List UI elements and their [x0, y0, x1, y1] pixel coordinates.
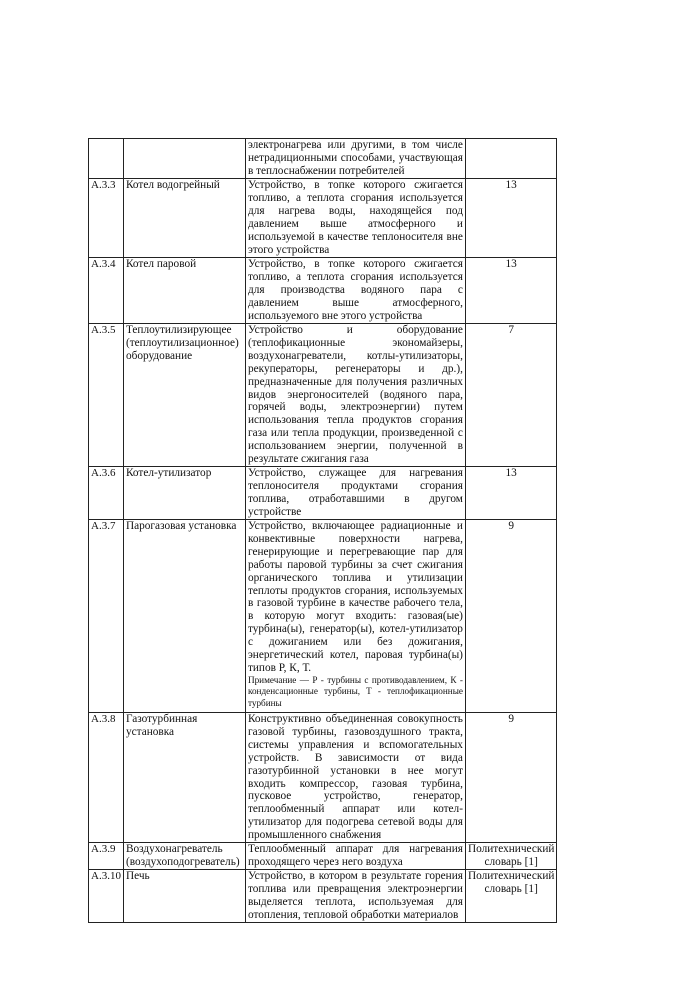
term-source: 13	[465, 258, 556, 324]
term-name: Котел паровой	[123, 258, 245, 324]
term-definition: Устройство, служащее для нагревания теплоносителя продуктами сгорания топлива, отработавшими в другом устройстве	[245, 467, 465, 520]
table-row	[89, 324, 557, 467]
term-number: А.3.4	[89, 258, 124, 324]
term-name	[123, 139, 245, 179]
table-row	[89, 870, 557, 923]
term-number: А.3.8	[89, 713, 124, 843]
term-definition: Устройство, в котором в результате горения топлива или превращения электроэнергии выделяется теплота, используемая для отопления, тепловой обработки материалов	[245, 870, 465, 923]
definition-text: Устройство, включающее радиационные и конвективные поверхности нагрева, генерирующие и перегревающие пар для работы паровой турбины за счет сжигания органического топлива и утилизации теплоты продуктов сгорания, используемых в газовой турбине в качестве рабочего тела, в которую могут входить: газовая(ые) турбина(ы), генератор(ы), котел-утилизатор с дожиганием или без дожигания, энергетический котел, паровая турбина(ы) типов Р, К, Т.	[247, 520, 463, 674]
term-source: 9	[465, 520, 556, 713]
term-source: Политехнический словарь [1]	[465, 870, 556, 923]
term-number	[89, 139, 124, 179]
term-definition: электронагрева или другими, в том числе нетрадиционными способами, участвующая в теплоснабжении потребителей	[245, 139, 465, 179]
term-number: А.3.5	[89, 324, 124, 467]
term-definition: Конструктивно объединенная совокупность газовой турбины, газовоздушного тракта, системы управления и вспомогательных устройств. В зависимости от вида газотурбинной установки в нее могут входить компрессор, газовая турбина, пусковое устройство, генератор, теплообменный аппарат или котел-утилизатор для подогрева сетевой воды для промышленного снабжения	[245, 713, 465, 843]
term-number: А.3.9	[89, 843, 124, 870]
term-name: Парогазовая установка	[123, 520, 245, 713]
term-definition: Устройство и оборудование (теплофикационные экономайзеры, воздухонагреватели, котлы-утилизаторы, рекуператоры, регенераторы и др.), предназначенные для получения различных видов энергоносителей (водяного пара, горячей воды, электроэнергии) путем использования тепла продуктов сгорания газа или тепла продукции, произведенной с использованием энергии, полученной в результате сжигания газа	[245, 324, 465, 467]
term-source: 9	[465, 713, 556, 843]
term-definition: Теплообменный аппарат для нагревания проходящего через него воздуха	[245, 843, 465, 870]
table-row	[89, 179, 557, 258]
table-row	[89, 467, 557, 520]
table-row	[89, 520, 557, 713]
term-number: А.3.7	[89, 520, 124, 713]
table-row	[89, 843, 557, 870]
term-source: 13	[465, 179, 556, 258]
table-row	[89, 713, 557, 843]
term-definition: Устройство, в топке которого сжигается топливо, а теплота сгорания используется для производства водяного пара с давлением выше атмосферного, используемого вне этого устройства	[245, 258, 465, 324]
term-name: Печь	[123, 870, 245, 923]
term-name: Котел-утилизатор	[123, 467, 245, 520]
term-name: Котел водогрейный	[123, 179, 245, 258]
term-name: Теплоутилизирующее (теплоутилизационное) оборудование	[123, 324, 245, 467]
term-number: А.3.6	[89, 467, 124, 520]
term-name: Воздухонагреватель (воздухоподогреватель)	[123, 843, 245, 870]
term-number: А.3.10	[89, 870, 124, 923]
term-definition	[245, 520, 465, 713]
table-row	[89, 258, 557, 324]
table-row	[89, 139, 557, 179]
term-source: 7	[465, 324, 556, 467]
term-number: А.3.3	[89, 179, 124, 258]
term-name: Газотурбинная установка	[123, 713, 245, 843]
term-source: 13	[465, 467, 556, 520]
term-source: Политехнический словарь [1]	[465, 843, 556, 870]
term-source	[465, 139, 556, 179]
terms-table	[88, 138, 557, 923]
definition-note: Примечание — Р - турбины с противодавлением, К - конденсационные турбины, Т - теплофикационные турбины	[247, 674, 463, 708]
term-definition: Устройство, в топке которого сжигается топливо, а теплота сгорания используется для нагрева воды, находящейся под давлением выше атмосферного и используемой в качестве теплоносителя вне этого устройства	[245, 179, 465, 258]
